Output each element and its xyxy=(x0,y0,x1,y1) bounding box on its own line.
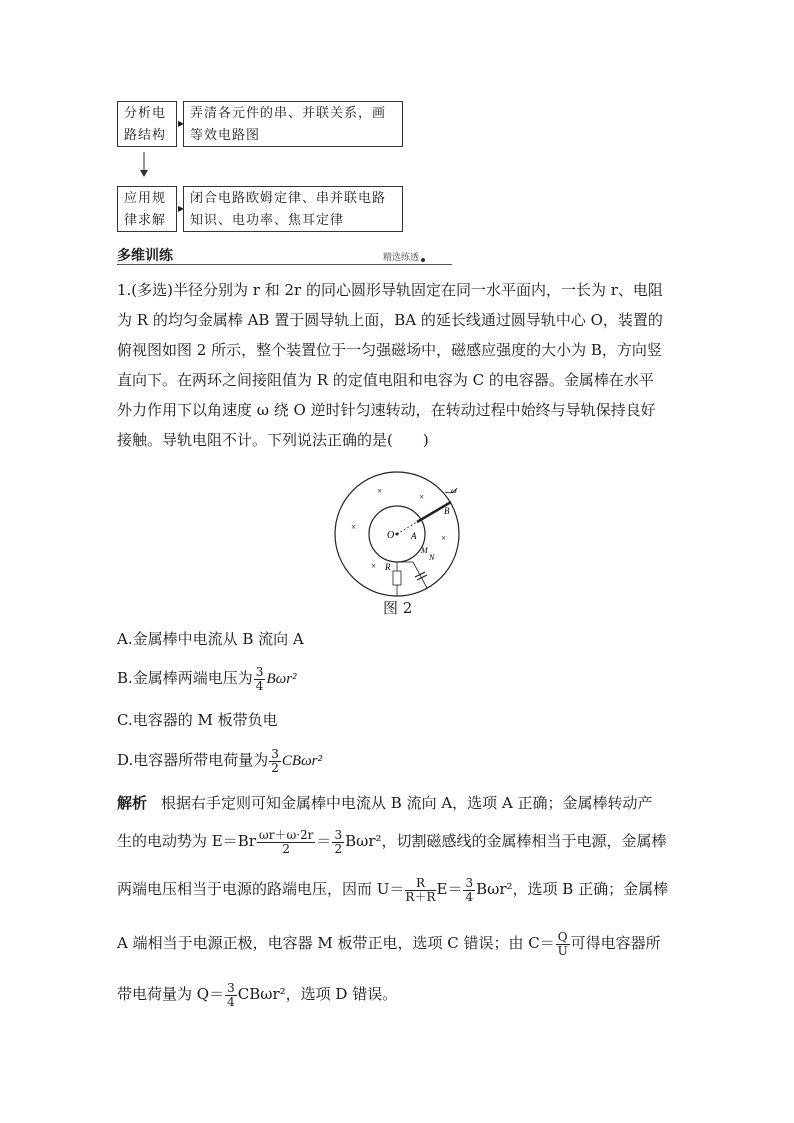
figure-diagram xyxy=(333,470,469,598)
frac-den: U xyxy=(557,943,568,958)
resistor xyxy=(393,571,401,585)
flow-step2-text xyxy=(183,186,403,232)
solution-text-3c: Bωr²，选项 B 正确；金属棒 xyxy=(476,880,669,898)
frac-den: 4 xyxy=(255,678,264,693)
solution-line-4 xyxy=(117,930,687,958)
frac-den: 4 xyxy=(227,994,235,1009)
label-n: N xyxy=(429,553,435,562)
concentric-rails-svg xyxy=(333,470,469,598)
question-line-6: 接触。导轨电阻不计。下列说法正确的是( ) xyxy=(117,431,429,449)
solution-frac-5 xyxy=(225,982,237,1009)
frac-num: 3 xyxy=(334,827,343,842)
frac-num: 3 xyxy=(271,746,279,761)
field-cross: × xyxy=(371,561,377,571)
frac-den: 4 xyxy=(465,889,474,904)
frac-num: ωr＋ω·2r xyxy=(258,827,314,842)
option-d-suffix: CBωr² xyxy=(281,753,322,769)
option-d xyxy=(117,745,687,776)
frac-num: 3 xyxy=(227,980,235,995)
section-title: 多维训练 xyxy=(117,248,173,264)
option-c: C.电容器的 M 板带负电 xyxy=(117,711,278,729)
solution-line-1 xyxy=(117,790,687,816)
frac-den: R＋R xyxy=(405,889,436,904)
option-d-fraction xyxy=(269,748,281,775)
label-b: B xyxy=(444,506,450,516)
field-cross: × xyxy=(351,522,357,532)
solution-line-5 xyxy=(117,981,687,1009)
flow-step1-label xyxy=(117,101,177,147)
label-omega: ω xyxy=(451,486,457,495)
solution-text-3b: E＝ xyxy=(436,880,463,898)
solution-text-4b: 可得电容器所 xyxy=(570,934,661,952)
section-underline xyxy=(117,264,452,265)
option-b-suffix: Bωr² xyxy=(266,671,297,687)
flow-step1-label-text: 分析电路结构 xyxy=(124,106,167,143)
frac-den: 2 xyxy=(334,841,343,856)
frac-num: 3 xyxy=(255,664,264,679)
solution-frac-3b xyxy=(463,877,475,904)
label-o: O xyxy=(387,530,395,541)
solution-frac-3a xyxy=(405,877,435,904)
flow-step1-text-content: 弄清各元件的串、并联关系，画等效电路图 xyxy=(190,106,387,143)
option-b xyxy=(117,663,687,694)
field-cross: × xyxy=(419,492,425,502)
flow-step2-label-text: 应用规律求解 xyxy=(124,191,167,228)
solution-frac-4 xyxy=(556,931,570,958)
option-d-prefix: D.电容器所带电荷量为 xyxy=(117,751,269,769)
flow-step2-label xyxy=(117,186,177,232)
question-line-4: 直向下。在两环之间接阻值为 R 的定值电阻和电容为 C 的电容器。金属棒在水平 xyxy=(117,371,654,389)
frac-num: 3 xyxy=(465,875,474,890)
arrow-right-icon: ▸ xyxy=(178,201,185,215)
arrow-down-icon xyxy=(137,152,151,178)
field-cross: × xyxy=(441,533,447,543)
option-b-fraction xyxy=(254,666,266,693)
arrow-right-icon: ▸ xyxy=(178,116,185,130)
solution-text-5a: 带电荷量为 Q＝ xyxy=(117,985,225,1003)
solution-text-4a: A 端相当于电源正极，电容器 M 板带正电，选项 C 错误；由 C＝ xyxy=(117,934,555,952)
arrow-down-svg xyxy=(137,152,151,178)
section-tag: 精选练透 xyxy=(383,253,420,263)
solution-label: 解析 xyxy=(117,794,148,812)
solution-line-3 xyxy=(117,876,687,904)
solution-text-5b: CBωr²，选项 D 错误。 xyxy=(237,985,398,1003)
frac-num: R xyxy=(405,877,435,891)
question-line-3: 俯视图如图 2 所示，整个装置位于一匀强磁场中，磁感应强度的大小为 B，方向竖 xyxy=(117,341,662,359)
flow-step1-text xyxy=(183,101,403,147)
solution-frac-2a xyxy=(257,829,316,856)
frac-den: 2 xyxy=(282,841,290,856)
field-cross: × xyxy=(377,486,383,496)
question-line-1: 1.(多选)半径分别为 r 和 2r 的同心圆形导轨固定在同一水平面内，一长为 r、电阻 xyxy=(117,281,663,299)
flow-step2-text-content: 闭合电路欧姆定律、串并联电路知识、电功率、焦耳定律 xyxy=(190,191,387,228)
figure-caption: 图 2 xyxy=(383,599,413,617)
option-b-prefix: B.金属棒两端电压为 xyxy=(117,669,253,687)
label-m: M xyxy=(421,546,428,555)
solution-text-2b: ＝ xyxy=(316,832,332,850)
question-line-5: 外力作用下以角速度 ω 绕 O 逆时针匀速转动，在转动过程中始终与导轨保持良好 xyxy=(117,401,656,419)
solution-text-3a: 两端电压相当于电源的路端电压，因而 U＝ xyxy=(117,880,405,898)
option-a: A.金属棒中电流从 B 流向 A xyxy=(117,630,304,648)
frac-den: 2 xyxy=(271,760,279,775)
section-dot xyxy=(421,258,425,262)
label-a: A xyxy=(411,531,417,541)
label-r: R xyxy=(385,562,391,572)
solution-text-2a: 生的电动势为 E＝Br xyxy=(117,832,256,850)
solution-text-2c: Bωr²，切割磁感线的金属棒相当于电源，金属棒 xyxy=(345,832,667,850)
solution-text-1: 根据右手定则可知金属棒中电流从 B 流向 A，选项 A 正确；金属棒转动产 xyxy=(161,794,653,812)
frac-num: Q xyxy=(557,929,568,944)
solution-frac-2b xyxy=(332,829,344,856)
question-line-2: 为 R 的均匀金属棒 AB 置于圆导轨上面，BA 的延长线通过圆导轨中心 O，装置的 xyxy=(117,311,663,329)
solution-line-2 xyxy=(117,828,687,856)
